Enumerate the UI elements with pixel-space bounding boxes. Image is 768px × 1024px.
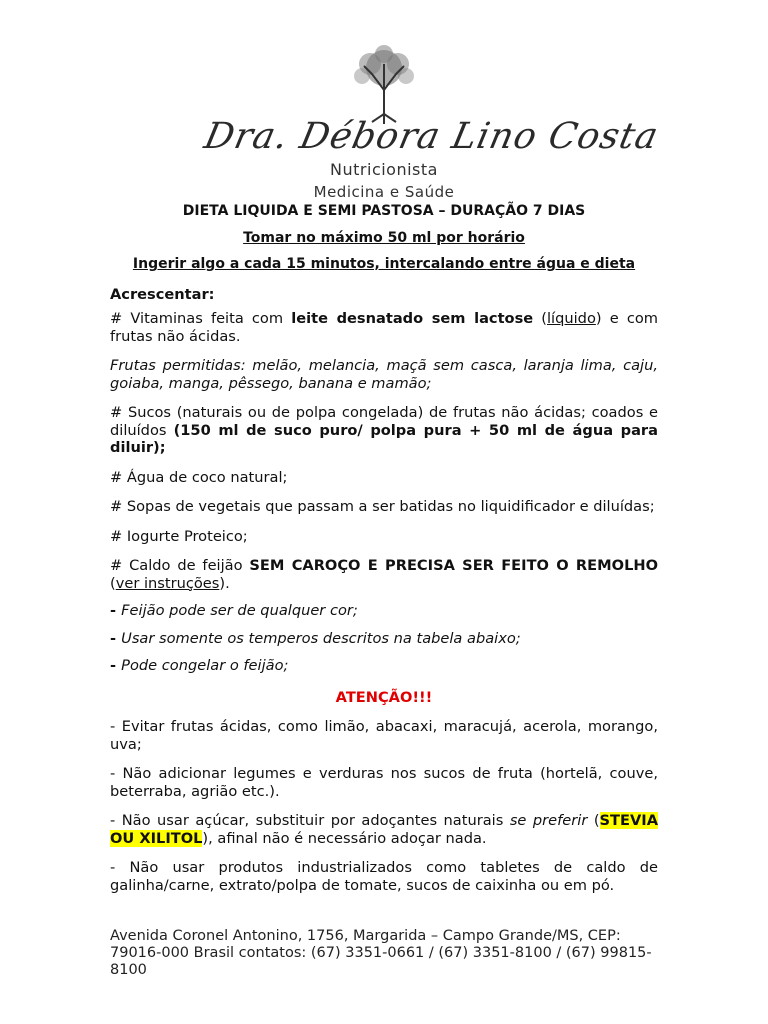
profession-title: Nutricionista [330,160,438,179]
document-body [110,203,658,901]
rule-max-volume: Tomar no máximo 50 ml por horário [243,229,525,246]
profession-subtitle: Medicina e Saúde [313,183,455,201]
footer-address: Avenida Coronel Antonino, 1756, Margarida – Campo Grande/MS, CEP: 79016-000 Brasil contatos: (67) 3351-0661 / (67) 3351-8100 / (67) 99815-8100 [110,928,652,978]
item-caldo-feijao: # Caldo de feijão SEM CAROÇO E PRECISA SER FEITO O REMOLHO (ver instruções). [110,557,658,592]
doctor-signature-name: Dra. Débora Lino Costa [200,116,663,157]
item-iogurte: # Iogurte Proteico; [110,527,248,545]
item-agua-coco: # Água de coco natural; [110,468,288,486]
diet-title: DIETA LIQUIDA E SEMI PASTOSA – DURAÇÃO 7 DIAS [182,203,586,219]
add-label: Acrescentar: [110,285,215,303]
note-seasoning: - Usar somente os temperos descritos na tabela abaixo; [110,629,521,647]
note-freeze: - Pode congelar o feijão; [110,657,289,674]
item-vitaminas: # Vitaminas feita com leite desnatado sem lactose (líquido) e com frutas não ácidas. [110,310,658,345]
warning-vegetables: - Não adicionar legumes e verduras nos sucos de fruta (hortelã, couve, beterraba, agrião etc.). [110,765,658,800]
warning-acid-fruits: - Evitar frutas ácidas, como limão, abacaxi, maracujá, acerola, morango, uva; [110,718,658,753]
rule-interval: Ingerir algo a cada 15 minutos, intercalando entre água e dieta [132,256,636,272]
warning-industrialized: - Não usar produtos industrializados como tabletes de caldo de galinha/carne, extrato/polpa de tomate, sucos de caixinha ou em pó. [110,859,658,894]
allowed-fruits: Frutas permitidas: melão, melancia, maçã sem casca, laranja lima, caju, goiaba, manga, pêssego, banana e mamão; [110,357,658,392]
note-bean-color: - Feijão pode ser de qualquer cor; [110,602,358,619]
item-sopas: # Sopas de vegetais que passam a ser batidas no liquidificador e diluídas; [110,498,655,515]
attention-heading: ATENÇÃO!!! [335,688,433,706]
item-sucos: # Sucos (naturais ou de polpa congelada) de frutas não ácidas; coados e diluídos (150 ml de suco puro/ polpa pura + 50 ml de água para diluir); [110,404,658,456]
warning-sugar: - Não usar açúcar, substituir por adoçantes naturais se preferir (STEVIA OU XILITOL), afinal não é necessário adoçar nada. [110,812,658,847]
